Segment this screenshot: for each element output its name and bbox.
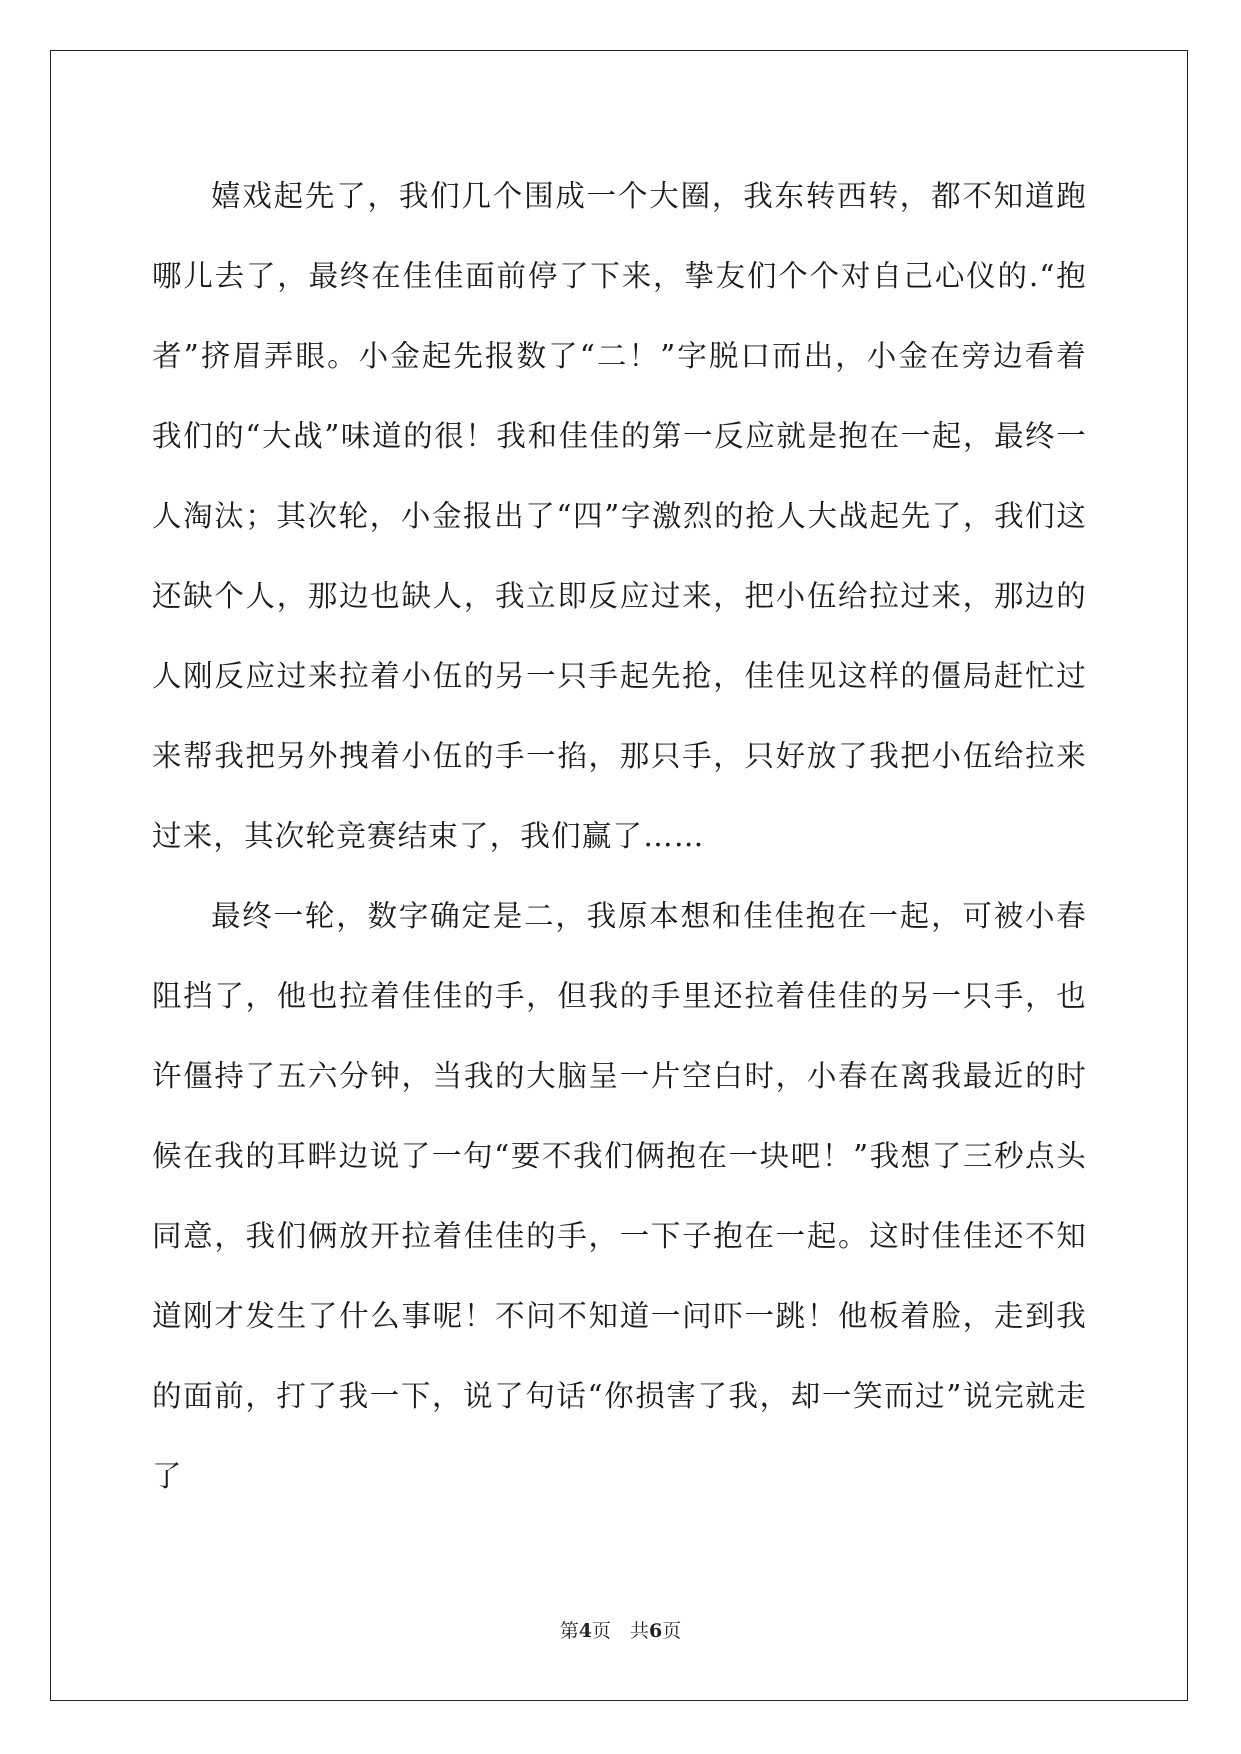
page-total: 6 bbox=[649, 1620, 663, 1642]
page-suffix: 页 共 bbox=[591, 1620, 649, 1642]
page-prefix: 第 bbox=[559, 1620, 579, 1642]
page-footer bbox=[0, 1616, 1241, 1643]
page-current: 4 bbox=[578, 1620, 592, 1642]
paragraph-2: 最终一轮，数字确定是二，我原本想和佳佳抱在一起，可被小春阻挡了，他也拉着佳佳的手，但我的手里还拉着佳佳的另一只手，也许僵持了五六分钟，当我的大脑呈一片空白时，小春在离我最近的时候在我的耳畔边说了一句“要不我们俩抱在一块吧！”我想了三秒点头同意，我们俩放开拉着佳佳的手，一下子抱在一起。这时佳佳还不知道刚才发生了什么事呢！不问不知道一问吓一跳！他板着脸，走到我的面前，打了我一下，说了句话“你损害了我，却一笑而过”说完就走了 bbox=[152, 899, 1087, 1493]
paragraph-1: 嬉戏起先了，我们几个围成一个大圈，我东转西转，都不知道跑哪儿去了，最终在佳佳面前停了下来，挚友们个个对自己心仪的.“抱者”挤眉弄眼。小金起先报数了“二！”字脱口而出，小金在旁边看着我们的“大战”味道的很！我和佳佳的第一反应就是抱在一起，最终一人淘汰；其次轮，小金报出了“四”字激烈的抢人大战起先了，我们这还缺个人，那边也缺人，我立即反应过来，把小伍给拉过来，那边的人刚反应过来拉着小伍的另一只手起先抢，佳佳见这样的僵局赶忙过来帮我把另外拽着小伍的手一掐，那只手，只好放了我把小伍给拉来过来，其次轮竞赛结束了，我们赢了…… bbox=[152, 179, 1087, 853]
page-total-suffix: 页 bbox=[662, 1620, 682, 1642]
document-body bbox=[152, 156, 1087, 1516]
